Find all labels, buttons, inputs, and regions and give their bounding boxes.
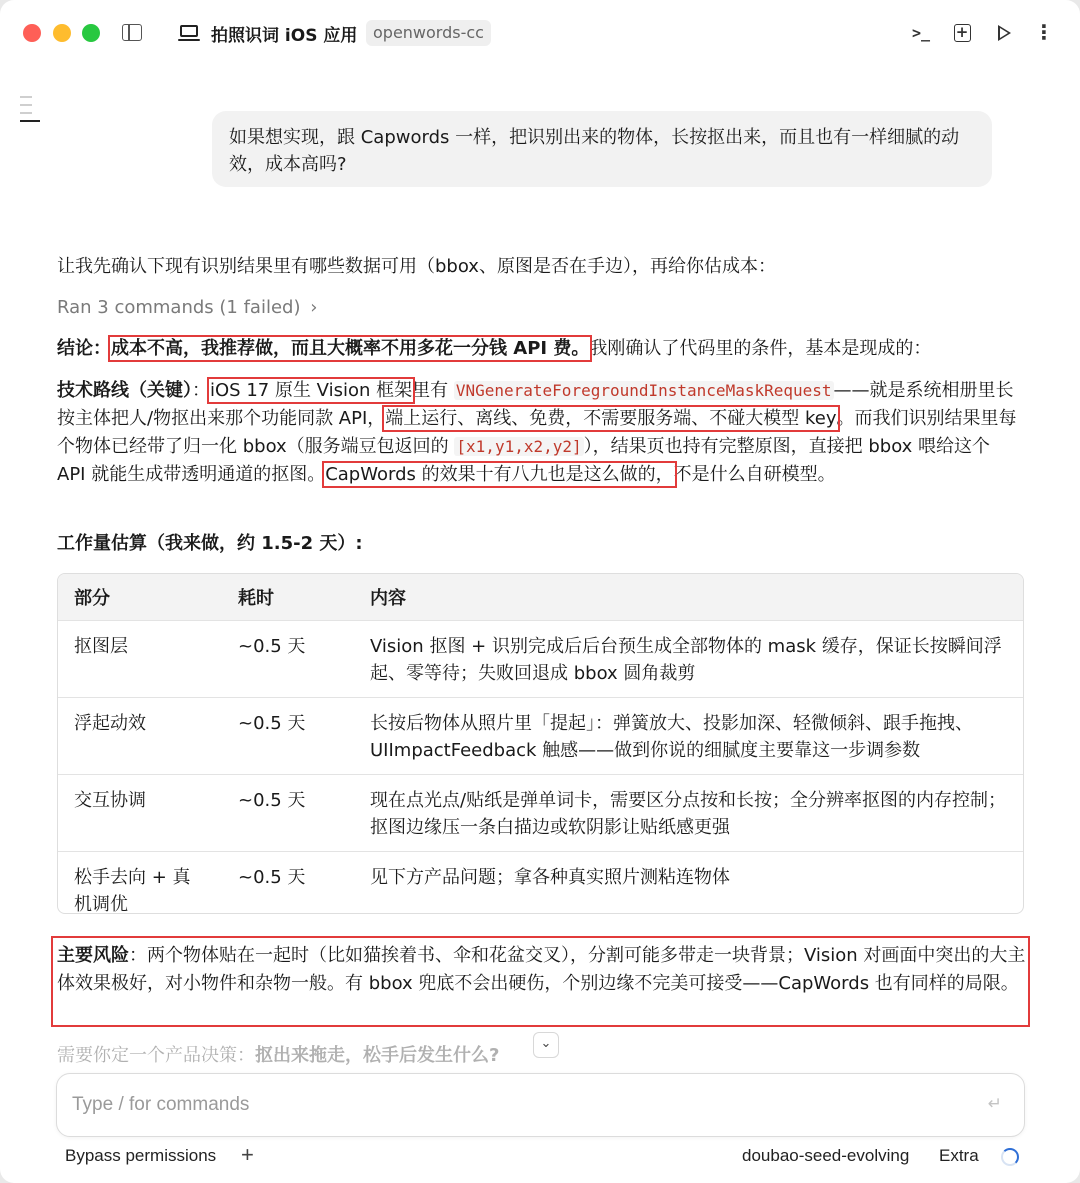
risk-label: 主要风险: [57, 945, 129, 966]
table-cell: 交互协调: [58, 775, 222, 852]
table-header: 部分: [58, 574, 222, 621]
table-cell: 浮起动效: [58, 698, 222, 775]
table-cell: ~0.5 天: [222, 775, 354, 852]
conclusion-rest: 我刚确认了代码里的条件，基本是现成的：: [589, 338, 932, 359]
commands-summary[interactable]: [57, 294, 317, 322]
table-header-row: [58, 574, 1023, 621]
next-question: [57, 1041, 499, 1067]
next-question-bold: 抠出来拖走，松手后发生什么?: [255, 1045, 500, 1066]
play-icon[interactable]: [990, 20, 1016, 46]
chevron-right-icon: ›: [310, 297, 318, 318]
add-icon[interactable]: +: [241, 1142, 254, 1167]
scroll-down-button[interactable]: [533, 1032, 559, 1058]
assistant-intro: 让我先确认下现有识别结果里有哪些数据可用（bbox、原图是否在手边），再给你估成本：: [57, 256, 776, 277]
estimate-title: 工作量估算（我来做，约 1.5-2 天）:: [57, 533, 363, 554]
table-cell: ~0.5 天: [222, 852, 354, 915]
model-selector[interactable]: doubao-seed-evolving: [742, 1146, 910, 1165]
laptop-icon: [180, 25, 198, 37]
route-label: 技术路线（关键）: [57, 380, 192, 401]
commands-summary-label: Ran 3 commands (1 failed): [57, 297, 301, 318]
more-options-icon[interactable]: ⋮: [1034, 20, 1054, 44]
table-cell: ~0.5 天: [222, 621, 354, 698]
route-paragraph: [57, 377, 1022, 489]
estimate-table: [57, 573, 1024, 914]
minimize-window-button[interactable]: [53, 24, 71, 42]
sidebar-toggle-icon[interactable]: [122, 24, 142, 41]
route-highlight-capwords: CapWords 的效果十有八九也是这么做的，: [325, 464, 674, 485]
route-text-4: ），结果页也持有完整原图，直接把 bbox 喂给这个 API 就能生成带透明通道的抠图。: [57, 436, 991, 485]
route-text-1: 里有: [412, 380, 454, 401]
route-sep: ：: [192, 380, 210, 401]
table-row: [58, 621, 1023, 698]
repo-badge[interactable]: openwords-cc: [366, 20, 491, 46]
enter-icon[interactable]: ↵: [987, 1094, 1002, 1114]
table-cell: 长按后物体从照片里「提起」：弹簧放大、投影加深、轻微倾斜、跟手拖拽、UIImpactFeedback 触感——做到你说的细腻度主要靠这一步调参数: [354, 698, 1023, 775]
table-header: 耗时: [222, 574, 354, 621]
table-row: [58, 698, 1023, 775]
table-cell: ~0.5 天: [222, 698, 354, 775]
conclusion-paragraph: [57, 335, 931, 363]
table-cell: 见下方产品问题；拿各种真实照片测粘连物体: [354, 852, 1023, 915]
close-window-button[interactable]: [23, 24, 41, 42]
outline-icon[interactable]: [20, 96, 42, 128]
risk-paragraph: [57, 942, 1032, 998]
route-highlight-offline: 端上运行、离线、免费，不需要服务端、不碰大模型 key: [385, 408, 837, 429]
route-highlight-vision: iOS 17 原生 Vision 框架: [210, 380, 413, 401]
user-message-text: 如果想实现，跟 Capwords 一样，把识别出来的物体，长按抠出来，而且也有一样细腻的动效，成本高吗?: [229, 127, 960, 175]
new-tab-icon[interactable]: +: [949, 20, 975, 46]
user-message-bubble: [212, 111, 992, 187]
effort-selector[interactable]: Extra: [939, 1146, 979, 1165]
table-row: [58, 852, 1023, 915]
route-code-bbox: [x1,y1,x2,y2]: [456, 437, 582, 456]
title-bar: [0, 0, 1080, 66]
table-cell: 现在点光点/贴纸是弹单词卡，需要区分点按和长按；全分辨率抠图的内存控制；抠图边缘压一条白描边或软阴影让贴纸感更强: [354, 775, 1023, 852]
risk-text: ：两个物体贴在一起时（比如猫挨着书、伞和花盆交叉），分割可能多带走一块背景；Vision 对画面中突出的大主体效果极好，对小物件和杂物一般。有 bbox 兜底不会出硬伤，个别边缘不完美可接受——CapWords 也有同样的局限。: [57, 945, 1026, 994]
terminal-icon[interactable]: >_: [911, 24, 931, 42]
table-cell: 松手去向 + 真机调优: [58, 852, 222, 915]
conclusion-label: 结论：: [57, 338, 111, 359]
maximize-window-button[interactable]: [82, 24, 100, 42]
conclusion-highlight: 成本不高，我推荐做，而且大概率不用多花一分钱 API 费。: [111, 338, 590, 359]
loading-spinner-icon: [1001, 1148, 1019, 1166]
table-header: 内容: [354, 574, 1023, 621]
table-cell: 抠图层: [58, 621, 222, 698]
table-cell: Vision 抠图 + 识别完成后后台预生成全部物体的 mask 缓存，保证长按瞬间浮起、零等待；失败回退成 bbox 圆角裁剪: [354, 621, 1023, 698]
message-input[interactable]: [70, 1090, 954, 1120]
next-question-prefix: 需要你定一个产品决策：: [57, 1045, 255, 1066]
table-row: [58, 775, 1023, 852]
route-text-5: 不是什么自研模型。: [673, 464, 836, 485]
route-code-api: VNGenerateForegroundInstanceMaskRequest: [455, 381, 832, 400]
message-composer[interactable]: [56, 1073, 1025, 1137]
route-text-3: 。而我们识别结果里每个物体已经带了归一化 bbox（服务端豆包返回的: [57, 408, 1017, 457]
chevron-down-icon: ⌄: [540, 1036, 552, 1051]
permissions-mode-button[interactable]: Bypass permissions: [65, 1146, 217, 1165]
window-title: 拍照识词 iOS 应用: [211, 26, 358, 46]
route-text-2: ——就是系统相册里长按主体把人/物抠出来那个功能同款 API，: [57, 380, 1014, 429]
